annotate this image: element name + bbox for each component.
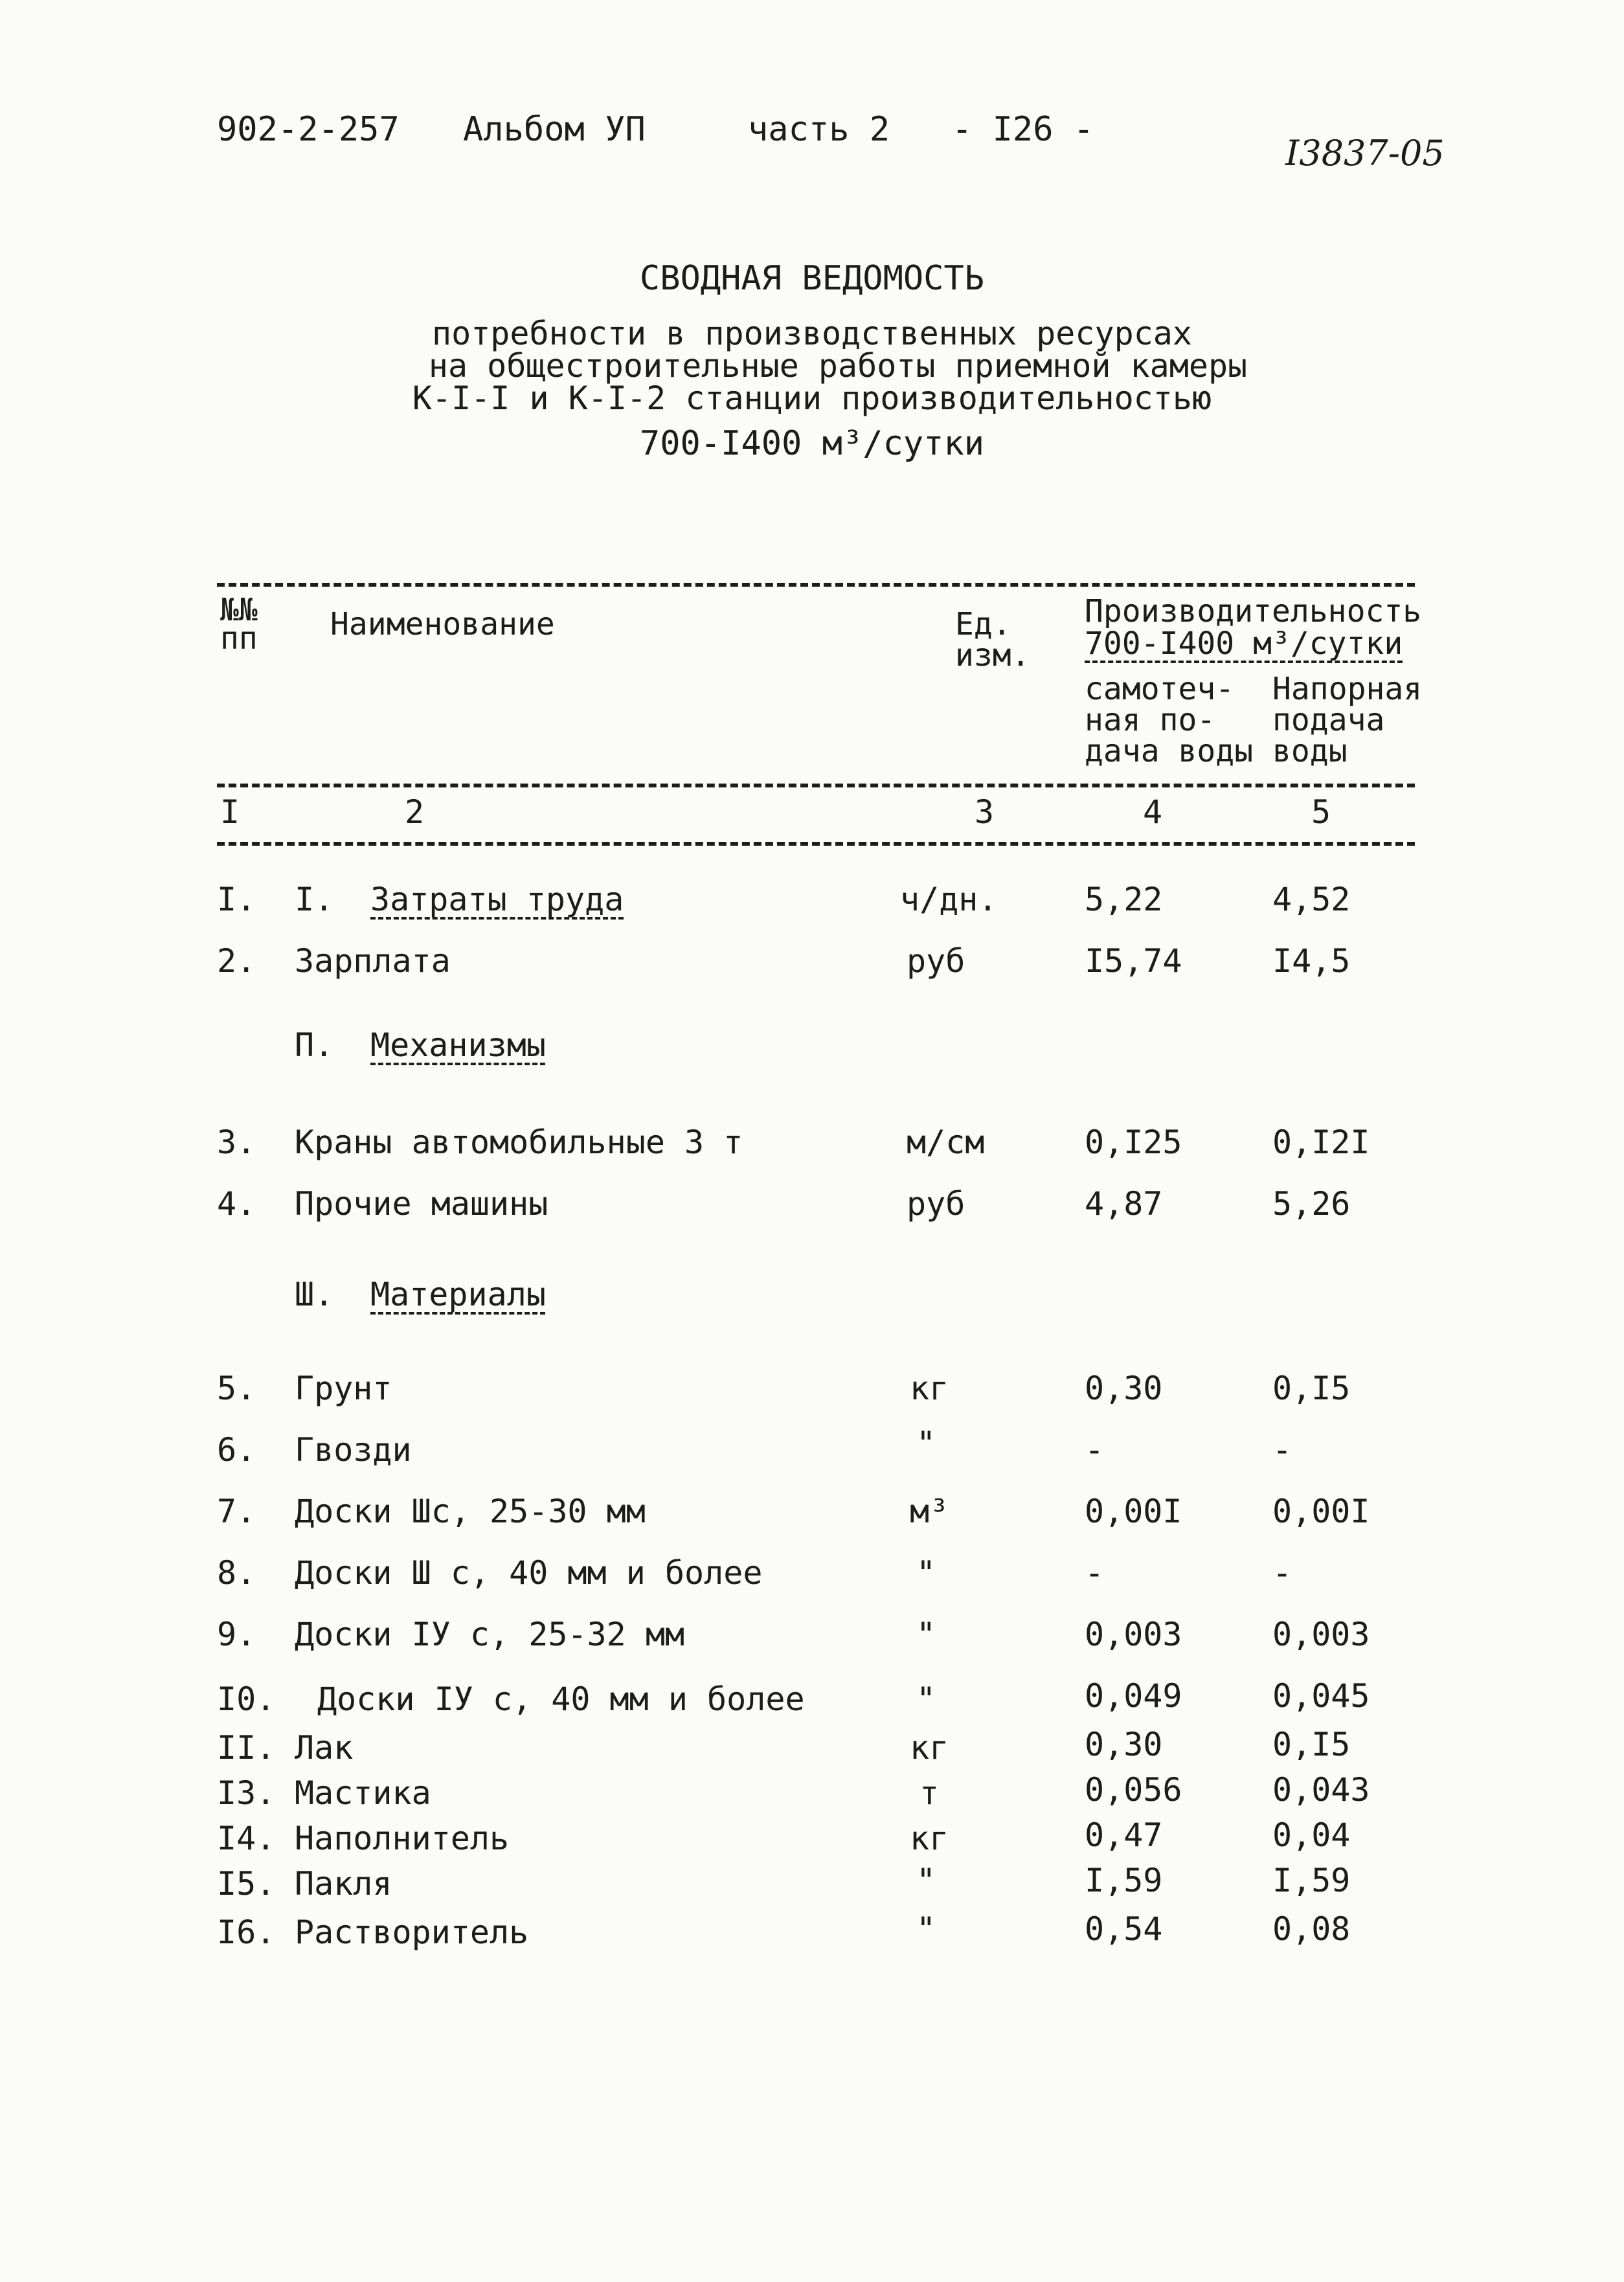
row-value-gravity: I,59	[1085, 1862, 1163, 1899]
row-value-gravity: 0,I25	[1085, 1124, 1182, 1161]
row-unit: т	[919, 1774, 940, 1812]
row-value-pressure: 0,043	[1272, 1771, 1370, 1809]
row-name: Пакля	[295, 1865, 392, 1903]
column-header-pressure-2: подача	[1272, 702, 1385, 738]
column-header-unit-1: Ед.	[955, 606, 1011, 642]
row-unit: "	[916, 1554, 936, 1592]
column-header-number: №№ пп	[220, 592, 258, 657]
row-unit: кг	[910, 1370, 949, 1407]
row-number: I4.	[217, 1820, 276, 1857]
row-value-gravity: 0,003	[1085, 1616, 1182, 1653]
row-number: II.	[217, 1729, 276, 1767]
title-line-1: потребности в производственных ресурсах	[432, 315, 1192, 352]
row-unit: "	[916, 1616, 936, 1653]
table-numbers-rule	[217, 842, 1415, 846]
column-header-productivity-2: 700-I400 м³/сутки	[1085, 626, 1403, 662]
row-name: Доски Ш с, 40 мм и более	[295, 1554, 763, 1592]
row-name: Зарплата	[295, 942, 451, 980]
row-value-pressure: 5,26	[1272, 1185, 1351, 1223]
section-heading: Материалы	[370, 1276, 546, 1313]
row-unit: ч/дн.	[900, 881, 998, 918]
row-value-pressure: 4,52	[1272, 881, 1351, 918]
row-number: I.	[217, 881, 256, 918]
table-top-rule	[217, 583, 1415, 587]
row-name: Гвозди	[295, 1431, 412, 1469]
row-value-pressure: 0,I2I	[1272, 1124, 1370, 1161]
row-name: Доски IУ с, 40 мм и более	[317, 1680, 805, 1718]
row-value-pressure: 0,003	[1272, 1616, 1370, 1653]
column-header-unit-2: изм.	[955, 637, 1030, 673]
row-value-gravity: 0,47	[1085, 1816, 1163, 1854]
row-number: I6.	[217, 1914, 276, 1951]
column-header-gravity-3: дача воды	[1085, 733, 1254, 769]
column-number-3: 3	[975, 793, 995, 831]
section-heading: Механизмы	[370, 1026, 546, 1064]
row-value-gravity: 0,049	[1085, 1677, 1182, 1715]
row-value-gravity: 4,87	[1085, 1185, 1163, 1223]
column-header-pressure-1: Напорная	[1272, 671, 1423, 707]
row-value-gravity: 0,30	[1085, 1726, 1163, 1763]
section-roman: I.	[295, 881, 334, 918]
column-header-gravity-2: ная по-	[1085, 702, 1216, 738]
table-header-rule	[217, 784, 1415, 787]
title-line-2: на общестроительные работы приемной камеры	[428, 347, 1248, 385]
title-line-3: К-I-I и К-I-2 станции производительностью	[412, 379, 1212, 417]
row-number: I5.	[217, 1865, 276, 1903]
row-unit: руб	[907, 942, 965, 980]
column-number-5: 5	[1311, 793, 1331, 831]
section-roman: П.	[295, 1026, 334, 1064]
row-name: Грунт	[295, 1370, 392, 1407]
column-header-pressure-3: воды	[1272, 733, 1348, 769]
document-code: I3837-05	[1285, 133, 1445, 174]
row-value-gravity: -	[1085, 1431, 1105, 1469]
row-number: 8.	[217, 1554, 256, 1592]
row-name: Доски IУ с, 25-32 мм	[295, 1616, 685, 1653]
row-value-gravity: 0,30	[1085, 1370, 1163, 1407]
row-number: 4.	[217, 1185, 256, 1223]
document-series: 902-2-257	[217, 110, 400, 149]
row-name: Растворитель	[295, 1914, 529, 1951]
row-value-pressure: -	[1272, 1431, 1292, 1469]
row-number: I3.	[217, 1774, 276, 1812]
row-value-pressure: -	[1272, 1554, 1292, 1592]
document-title: СВОДНАЯ ВЕДОМОСТЬ	[639, 259, 985, 298]
row-number: 9.	[217, 1616, 256, 1653]
row-number: I0.	[217, 1680, 276, 1718]
row-unit: руб	[907, 1185, 965, 1223]
row-value-pressure: 0,04	[1272, 1816, 1351, 1854]
row-value-pressure: I4,5	[1272, 942, 1351, 980]
row-value-gravity: I5,74	[1085, 942, 1182, 980]
row-number: 7.	[217, 1493, 256, 1530]
row-unit: "	[916, 1862, 936, 1899]
row-number: 3.	[217, 1124, 256, 1161]
row-unit: м/см	[907, 1124, 985, 1161]
column-header-gravity-1: самотеч-	[1085, 671, 1235, 707]
row-value-pressure: 0,045	[1272, 1677, 1370, 1715]
row-unit: "	[916, 1680, 936, 1718]
row-value-pressure: 0,I5	[1272, 1726, 1351, 1763]
row-unit: "	[916, 1910, 936, 1948]
album-label: Альбом УП	[463, 110, 646, 149]
row-unit: кг	[910, 1729, 949, 1767]
row-name: Прочие машины	[295, 1185, 548, 1223]
row-number: 5.	[217, 1370, 256, 1407]
title-line-4: 700-I400 м³/сутки	[639, 424, 985, 463]
row-value-gravity: 0,00I	[1085, 1493, 1182, 1530]
row-value-pressure: I,59	[1272, 1862, 1351, 1899]
row-name: Затраты труда	[370, 881, 624, 918]
row-number: 2.	[217, 942, 256, 980]
row-value-gravity: -	[1085, 1554, 1105, 1592]
part-label: часть 2	[748, 110, 890, 149]
row-value-pressure: 0,08	[1272, 1910, 1351, 1948]
row-number: 6.	[217, 1431, 256, 1469]
column-number-1: I	[220, 793, 240, 831]
row-value-gravity: 0,056	[1085, 1771, 1182, 1809]
row-name: Наполнитель	[295, 1820, 510, 1857]
row-value-gravity: 0,54	[1085, 1910, 1163, 1948]
row-name: Доски Шс, 25-30 мм	[295, 1493, 646, 1530]
column-number-4: 4	[1143, 793, 1163, 831]
row-value-gravity: 5,22	[1085, 881, 1163, 918]
row-unit: кг	[910, 1820, 949, 1857]
column-header-name: Наименование	[330, 606, 555, 642]
column-number-2: 2	[405, 793, 425, 831]
section-roman: Ш.	[295, 1276, 334, 1313]
row-unit: "	[916, 1425, 936, 1462]
row-value-pressure: 0,I5	[1272, 1370, 1351, 1407]
row-value-pressure: 0,00I	[1272, 1493, 1370, 1530]
row-name: Мастика	[295, 1774, 431, 1812]
page-number: - I26 -	[952, 110, 1094, 149]
row-unit: м³	[910, 1493, 949, 1530]
column-header-productivity-1: Производительность	[1085, 593, 1422, 629]
row-name: Краны автомобильные 3 т	[295, 1124, 743, 1161]
row-name: Лак	[295, 1729, 354, 1767]
